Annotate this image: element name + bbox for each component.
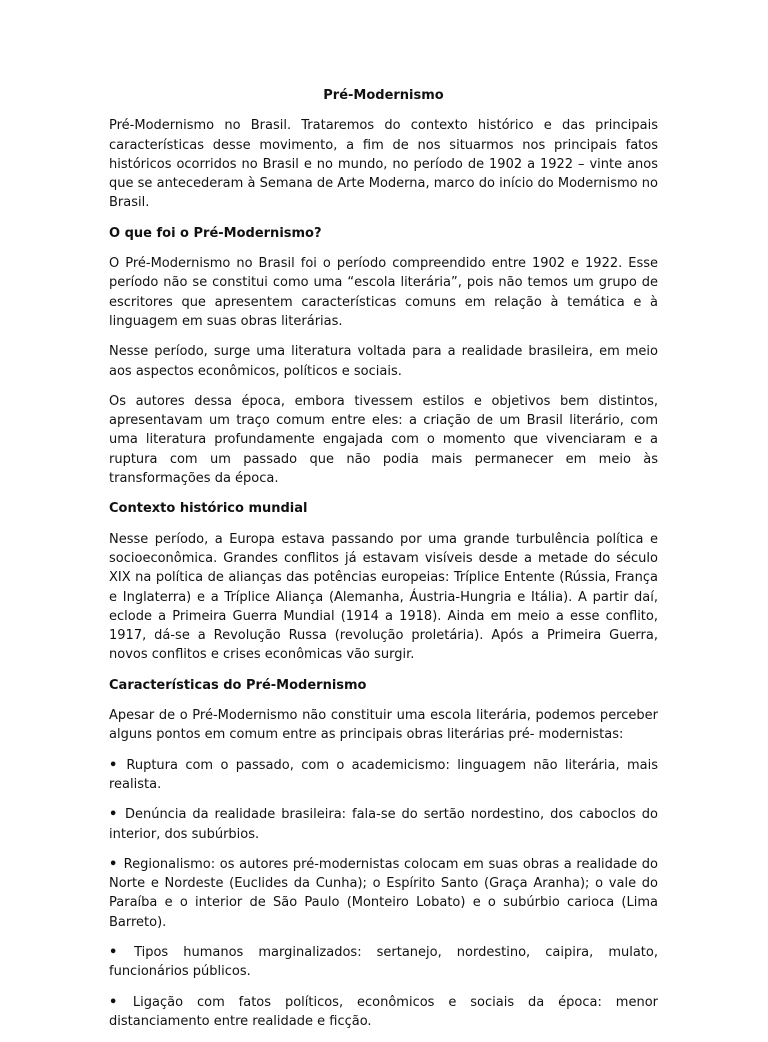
paragraph: Apesar de o Pré-Modernismo não constituir uma escola literária, podemos perceber alguns pontos em comum entre as principais obras literárias pré- modernistas: [109, 708, 658, 743]
bullet-item [109, 993, 658, 1032]
bullet-item [109, 943, 658, 982]
document-title: Pré-Modernismo [323, 88, 444, 103]
paragraph: Nesse período, surge uma literatura voltada para a realidade brasileira, em meio aos aspectos econômicos, políticos e sociais. [109, 344, 658, 379]
bullet-item [109, 805, 658, 844]
bullet-text: Ligação com fatos políticos, econômicos e sociais da época: menor distanciamento entre realidade e ficção. [109, 994, 658, 1029]
intro-paragraph: Pré-Modernismo no Brasil. Trataremos do contexto histórico e das principais características desse movimento, a fim de nos situarmos nos principais fatos históricos ocorridos no Brasil e no mundo, no período de 1902 a 1922 – vinte anos que se antecederam à Semana de Arte Moderna, marco do início do Modernismo no Brasil. [109, 118, 658, 211]
section-heading-what-was: O que foi o Pré-Modernismo? [109, 225, 322, 241]
bullet-item [109, 855, 658, 932]
bullet-icon: • [109, 856, 118, 872]
bullet-text: Ruptura com o passado, com o academicismo: linguagem não literária, mais realista. [109, 757, 658, 792]
bullet-icon: • [109, 994, 118, 1010]
bullet-text: Tipos humanos marginalizados: sertanejo, nordestino, caipira, mulato, funcionários públicos. [109, 944, 658, 980]
bullet-icon: • [109, 944, 118, 960]
paragraph: O Pré-Modernismo no Brasil foi o período compreendido entre 1902 e 1922. Esse período não se constitui como uma “escola literária”, pois não temos um grupo de escritores que apresentem características comuns em relação à temática e à linguagem em suas obras literárias. [109, 256, 658, 329]
bullet-item [109, 756, 658, 795]
bullet-text: Denúncia da realidade brasileira: fala-se do sertão nordestino, dos caboclos do interior, dos subúrbios. [109, 807, 658, 842]
bullet-icon: • [109, 807, 118, 823]
paragraph: Os autores dessa época, embora tivessem estilos e objetivos bem distintos, apresentavam um traço comum entre eles: a criação de um Brasil literário, com uma literatura profundamente engajada com o momento que vivenciaram e a ruptura com um passado que não podia mais permanecer em meio às transformações da época. [109, 393, 658, 487]
paragraph: Nesse período, a Europa estava passando por uma grande turbulência política e socioeconômica. Grandes conflitos já estavam visíveis desde a metade do século XIX na política de alianças das potências europeias: Tríplice Entente (Rússia, França e Inglaterra) e a Tríplice Aliança (Alemanha, Áustria-Hungria e Itália). A partir daí, eclode a Primeira Guerra Mundial (1914 a 1918). Ainda em meio a esse conflito, 1917, dá-se a Revolução Russa (revolução proletária). Após a Primeira Guerra, novos conflitos e crises econômicas vão surgir. [109, 531, 658, 663]
bullet-icon: • [109, 757, 118, 773]
bullet-text: Regionalismo: os autores pré-modernistas colocam em suas obras a realidade do Norte e Nordeste (Euclides da Cunha); o Espírito Santo (Graça Aranha); o vale do Paraíba e o interior de São Paulo (Monteiro Lobato) e o subúrbio carioca (Lima Barreto). [109, 856, 659, 930]
document-page [109, 86, 658, 1042]
section-heading-world-context: Contexto histórico mundial [109, 501, 308, 517]
section-heading-characteristics: Características do Pré-Modernismo [109, 677, 367, 693]
